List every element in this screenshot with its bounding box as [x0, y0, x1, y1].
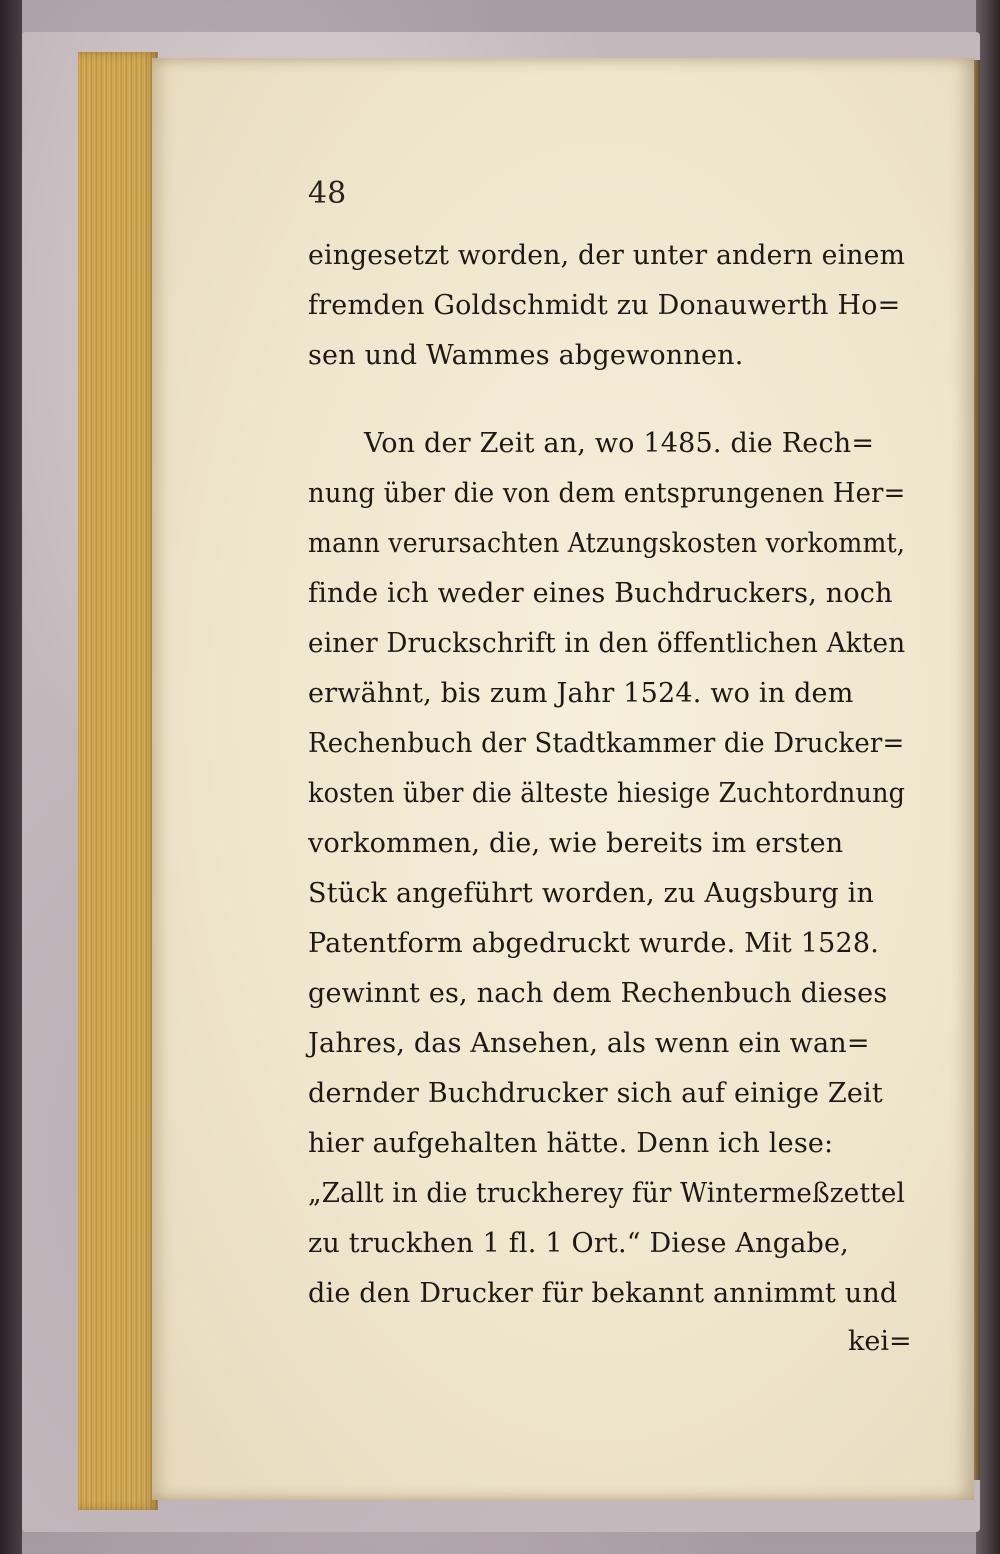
- text-line: finde ich weder eines Buchdruckers, noch: [308, 578, 893, 609]
- gilt-page-edges: [78, 52, 158, 1510]
- text-line: mann verursachten Atzungskosten vorkommt,: [308, 528, 906, 559]
- catchword: kei=: [848, 1326, 912, 1357]
- text-line: zu truckhen 1 fl. 1 Ort.“ Diese Angabe,: [308, 1228, 849, 1259]
- left-shadow-edge: [0, 0, 22, 1554]
- text-line: Stück angeführt worden, zu Augsburg in: [308, 878, 875, 909]
- page-number: 48: [308, 176, 347, 211]
- text-line: eingesetzt worden, der unter andern einem: [308, 240, 906, 271]
- text-line: hier aufgehalten hätte. Denn ich lese:: [308, 1128, 834, 1159]
- text-line: sen und Wammes abgewonnen.: [308, 340, 744, 371]
- text-line: Patentform abgedruckt wurde. Mit 1528.: [308, 928, 880, 959]
- text-line: „Zallt in die truckherey für Wintermeßzettel: [308, 1178, 906, 1209]
- text-line: dernder Buchdrucker sich auf einige Zeit: [308, 1078, 883, 1109]
- text-line: erwähnt, bis zum Jahr 1524. wo in dem: [308, 678, 854, 709]
- text-line: gewinnt es, nach dem Rechenbuch dieses: [308, 978, 888, 1009]
- text-line: kosten über die älteste hiesige Zuchtordnung: [308, 778, 906, 809]
- text-line: vorkommen, die, wie bereits im ersten: [308, 828, 844, 859]
- text-line: nung über die von dem entsprungenen Her=: [308, 478, 906, 509]
- text-line: einer Druckschrift in den öffentlichen Akten: [308, 628, 906, 659]
- text-line: Rechenbuch der Stadtkammer die Drucker=: [308, 728, 905, 759]
- text-line: Jahres, das Ansehen, als wenn ein wan=: [308, 1028, 870, 1059]
- text-line: Von der Zeit an, wo 1485. die Rech=: [364, 428, 875, 459]
- text-line: fremden Goldschmidt zu Donauwerth Ho=: [308, 290, 901, 321]
- text-line: die den Drucker für bekannt annimmt und: [308, 1278, 898, 1309]
